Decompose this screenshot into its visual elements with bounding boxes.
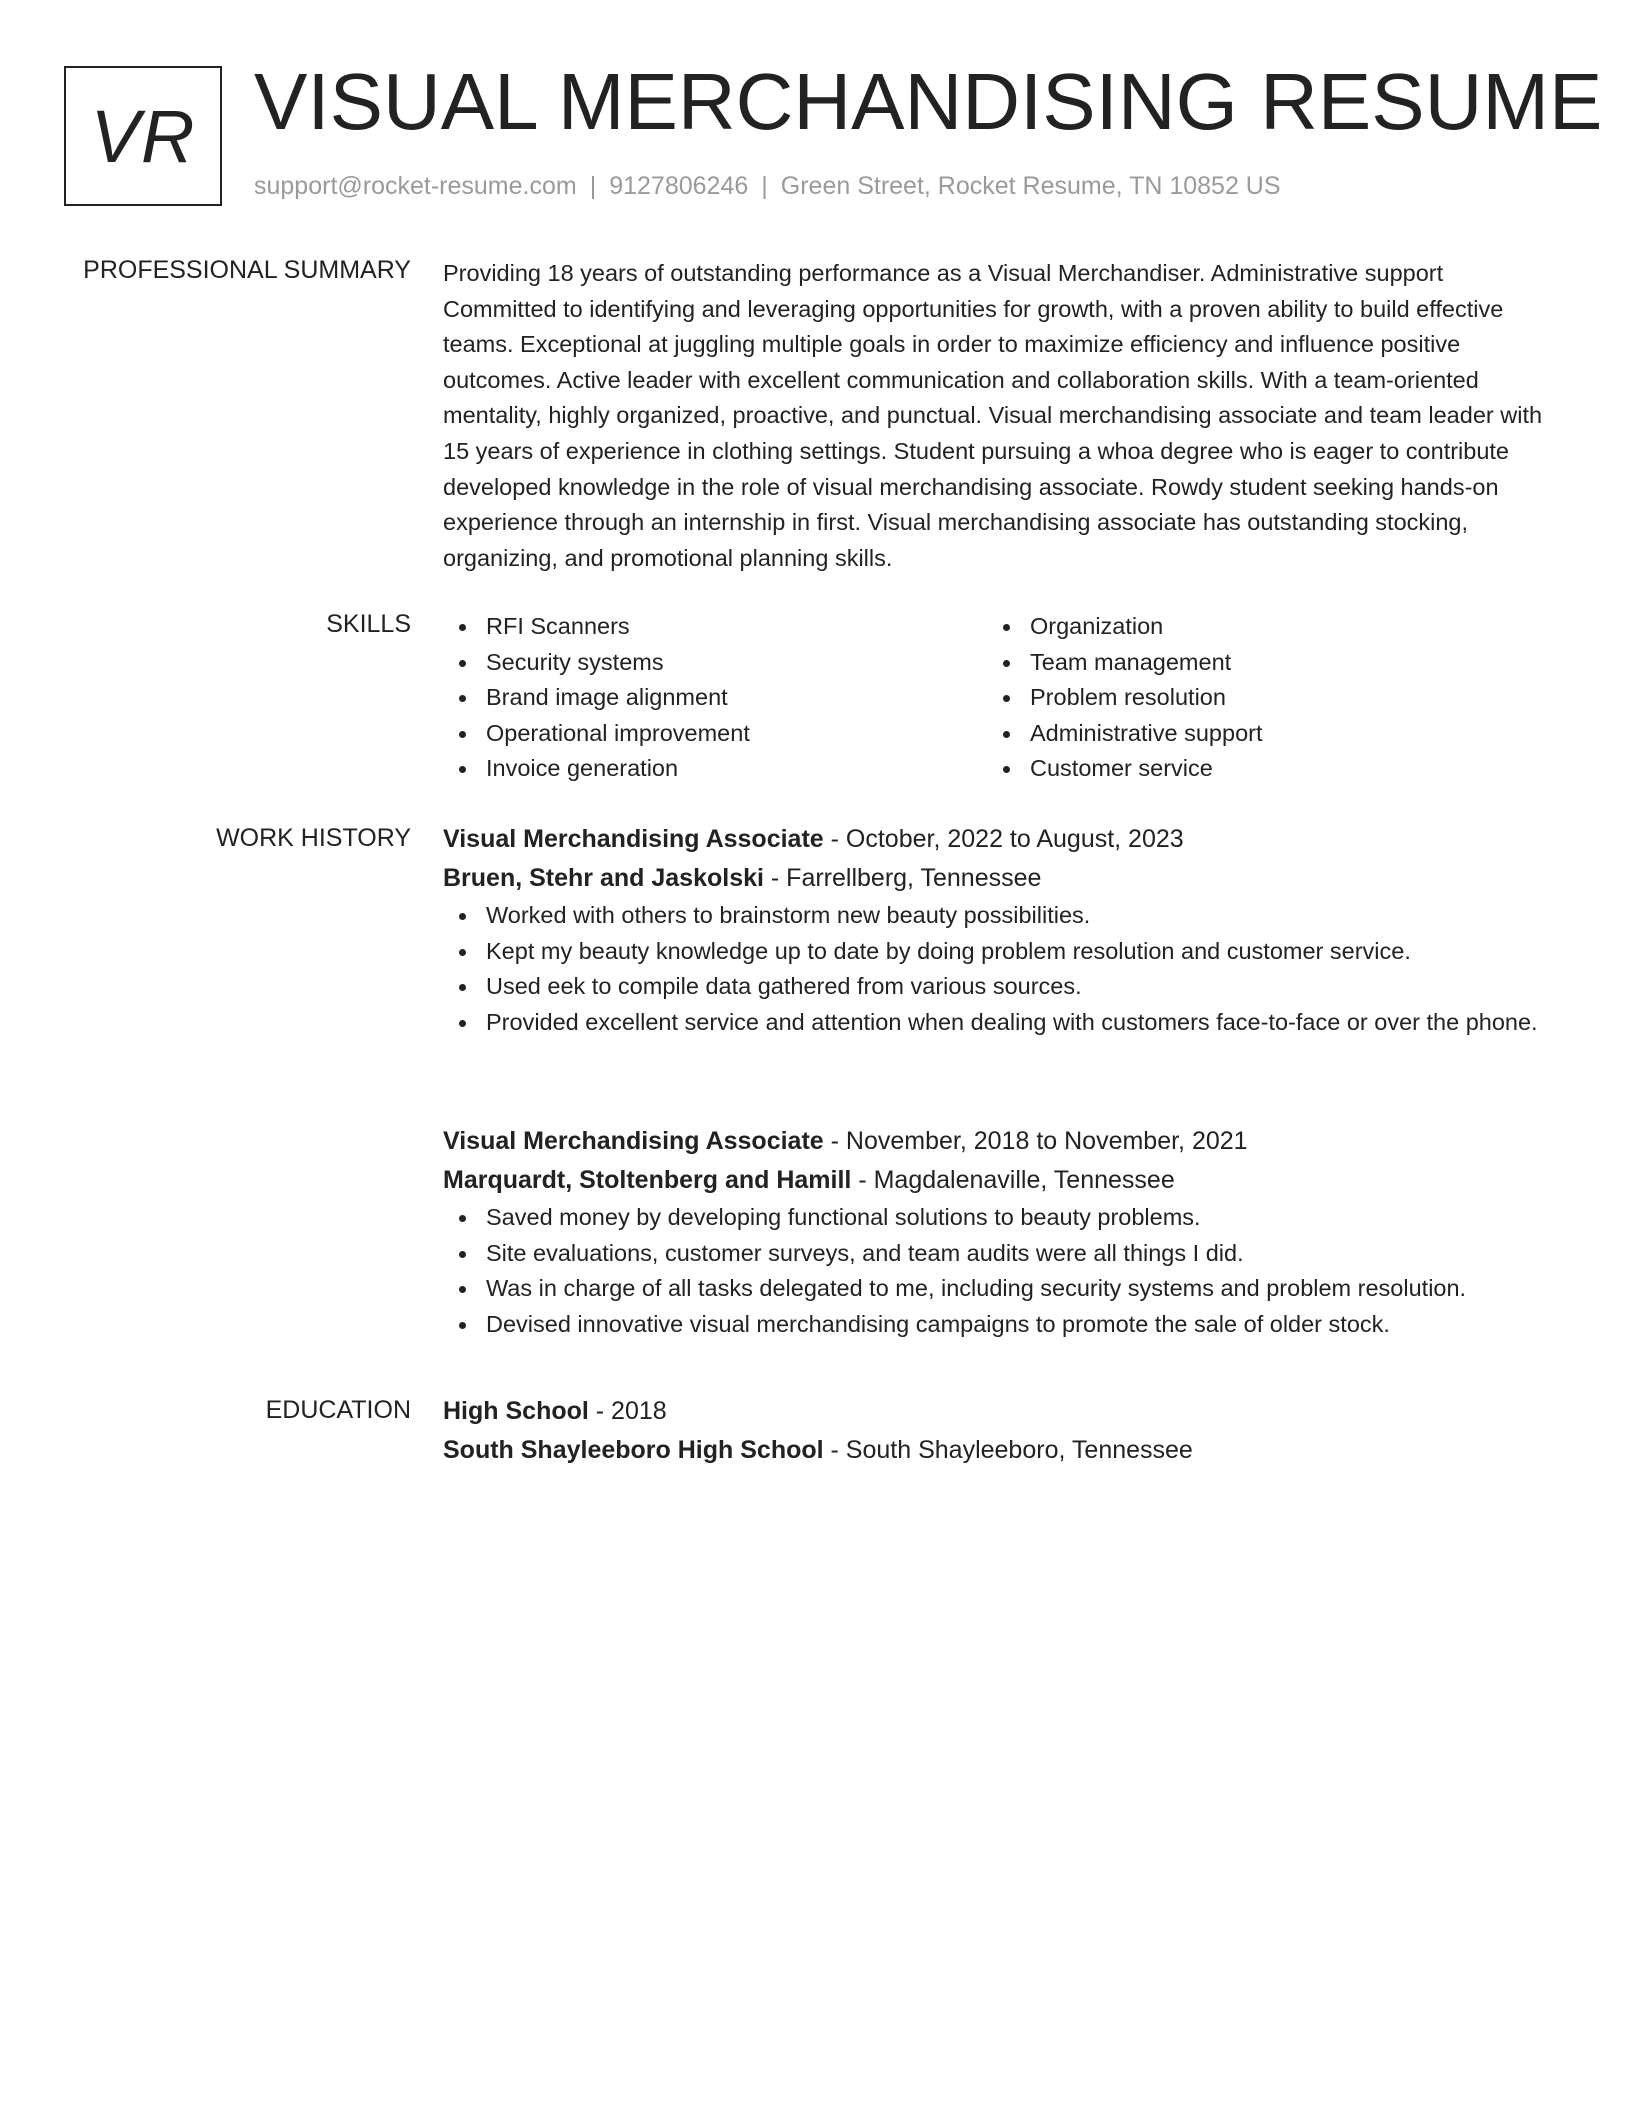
education-degree: High School <box>443 1397 589 1425</box>
job-location: - Farrellberg, Tennessee <box>763 864 1042 892</box>
education-section <box>443 1392 1543 1470</box>
job-company: Bruen, Stehr and Jaskolski <box>443 864 764 892</box>
job-bullet: Saved money by developing functional solutions to beauty problems. <box>486 1200 1543 1236</box>
skills-list-left <box>443 609 987 787</box>
skill-item: Security systems <box>486 645 987 681</box>
job-title-line <box>443 820 1543 859</box>
skill-item: Invoice generation <box>486 751 987 787</box>
job-title: Visual Merchandising Associate <box>443 825 824 853</box>
job-bullet: Kept my beauty knowledge up to date by doing problem resolution and customer service. <box>486 934 1543 970</box>
job-bullet: Site evaluations, customer surveys, and team audits were all things I did. <box>486 1236 1543 1272</box>
job-bullet: Worked with others to brainstorm new beauty possibilities. <box>486 898 1543 934</box>
skills-list-right <box>987 609 1531 787</box>
summary-text: Providing 18 years of outstanding performance as a Visual Merchandiser. Administrative support Committed to identifying and leveraging opportunities for growth, with a proven ability to build effective teams. Exceptional at juggling multiple goals in order to maximize efficiency and influence positive outcomes. Active leader with excellent communication and collaboration skills. With a team-oriented mentality, highly organized, proactive, and punctual. Visual merchandising associate and team leader with 15 years of experience in clothing settings. Student pursuing a whoa degree who is eager to contribute developed knowledge in the role of visual merchandising associate. Rowdy student seeking hands-on experience through an internship in first. Visual merchandising associate has outstanding stocking, organizing, and promotional planning skills. <box>443 260 1543 571</box>
education-year: - 2018 <box>588 1397 667 1425</box>
summary-section <box>443 256 1543 576</box>
job-entry <box>443 1122 1543 1342</box>
contact-address: Green Street, Rocket Resume, TN 10852 US <box>780 172 1281 200</box>
job-bullet-list <box>443 898 1543 1040</box>
job-title-line <box>443 1122 1543 1161</box>
job-dates: - October, 2022 to August, 2023 <box>823 825 1184 853</box>
job-dates: - November, 2018 to November, 2021 <box>823 1127 1248 1155</box>
skill-item: Problem resolution <box>1030 680 1531 716</box>
education-degree-line <box>443 1392 1543 1431</box>
section-label-education: EDUCATION <box>265 1396 411 1424</box>
contact-separator: | <box>761 172 768 200</box>
section-label-work: WORK HISTORY <box>216 824 411 852</box>
job-entry <box>443 820 1543 1040</box>
skill-item: Administrative support <box>1030 716 1531 752</box>
skill-item: Operational improvement <box>486 716 987 752</box>
skill-item: Brand image alignment <box>486 680 987 716</box>
job-bullet: Devised innovative visual merchandising campaigns to promote the sale of older stock. <box>486 1307 1543 1343</box>
education-school: South Shayleeboro High School <box>443 1436 824 1464</box>
job-company-line <box>443 1161 1543 1200</box>
contact-separator: | <box>589 172 597 200</box>
skill-item: Organization <box>1030 609 1531 645</box>
job-company-line <box>443 859 1543 898</box>
job-bullet-list <box>443 1200 1543 1342</box>
job-bullet: Provided excellent service and attention when dealing with customers face-to-face or over the phone. <box>486 1005 1543 1041</box>
skill-item: Customer service <box>1030 751 1531 787</box>
job-location: - Magdalenaville, Tennessee <box>851 1166 1175 1194</box>
contact-line <box>254 172 1281 201</box>
job-title: Visual Merchandising Associate <box>443 1127 824 1155</box>
contact-phone: 9127806246 <box>609 172 749 200</box>
section-label-summary: PROFESSIONAL SUMMARY <box>83 256 411 284</box>
job-company: Marquardt, Stoltenberg and Hamill <box>443 1166 852 1194</box>
job-bullet: Used eek to compile data gathered from various sources. <box>486 969 1543 1005</box>
job-bullet: Was in charge of all tasks delegated to me, including security systems and problem resolution. <box>486 1271 1543 1307</box>
education-school-line <box>443 1431 1543 1470</box>
skills-grid <box>443 609 1543 787</box>
contact-email: support@rocket-resume.com <box>254 172 577 200</box>
resume-title: VISUAL MERCHANDISING RESUME <box>254 57 1603 146</box>
section-label-skills: SKILLS <box>326 610 411 638</box>
skill-item: Team management <box>1030 645 1531 681</box>
monogram-logo: VR <box>64 66 222 206</box>
skills-section <box>443 609 1543 787</box>
skill-item: RFI Scanners <box>486 609 987 645</box>
education-location: - South Shayleeboro, Tennessee <box>823 1436 1193 1464</box>
